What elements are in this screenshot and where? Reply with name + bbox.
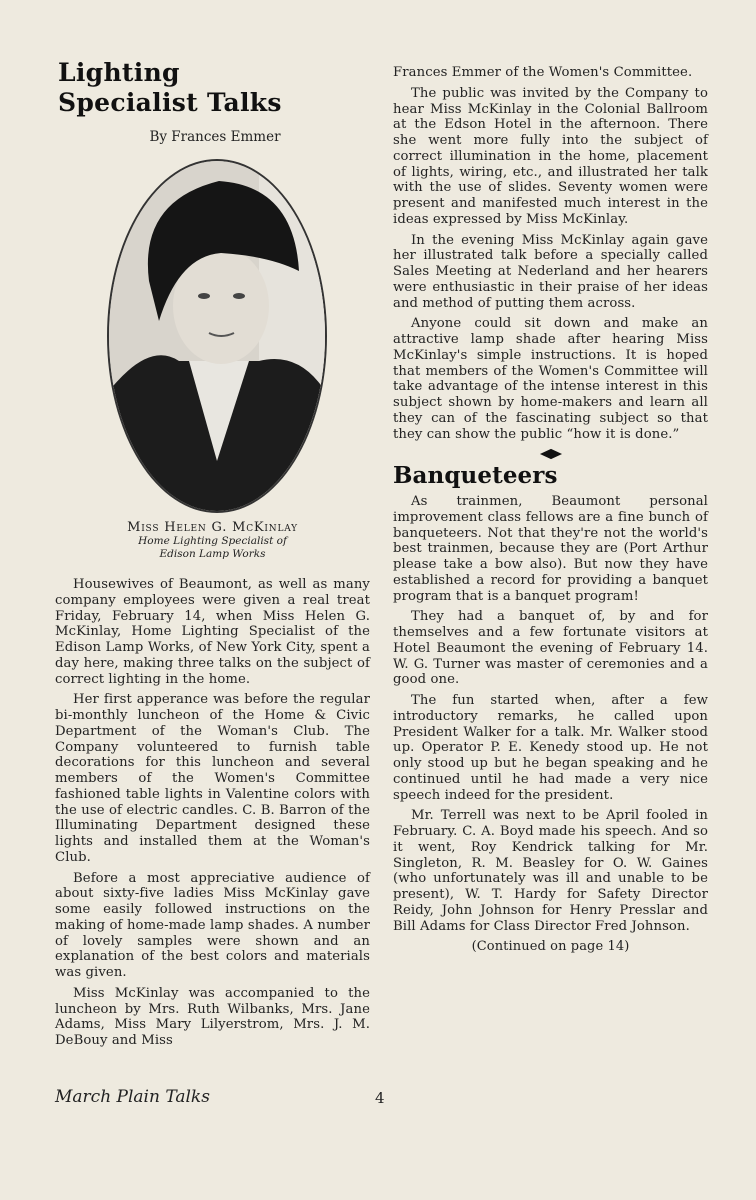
left-column <box>55 577 370 1054</box>
paragraph: The fun started when, after a few introductory remarks, he called upon President Walker for a talk. Mr. Walker stood up. Operator P. E. Kenedy stood up. He not only stood up but he began speaking and he continued until he had made a very nice speech indeed for the president. <box>393 693 708 803</box>
article-title-banqueteers: Banqueteers <box>393 462 558 490</box>
paragraph: In the evening Miss McKinlay again gave her illustrated talk before a specially called Sales Meeting at Nederland and her hearers were enthusiastic in their praise of her ideas and method of putting them across. <box>393 232 708 311</box>
continued-note: (Continued on page 14) <box>471 939 630 955</box>
paragraph: Her first apperance was before the regular bi-monthly luncheon of the Home & Civic Department of the Woman's Club. The Company volunteered to furnish table decorations for this luncheon and several members of the Women's Committee fashioned table lights in Valentine colors with the use of electric candles. C. B. Barron of the Illuminating Department designed these lights and installed them at the Woman's Club. <box>55 692 370 865</box>
paragraph: The public was invited by the Company to hear Miss McKinlay in the Colonial Ballroom at the Edson Hotel in the afternoon. There she went more fully into the subject of correct illumination in the home, placement of lights, wiring, etc., and illustrated her talk with the use of slides. Seventy women were present and manifested much interest in the ideas expressed by Miss McKinlay. <box>393 85 708 227</box>
page-number: 4 <box>375 1089 385 1107</box>
paragraph: As trainmen, Beaumont personal improvement class fellows are a fine bunch of banqueteers. Not that they're not the world's best trainmen, because they are (Port Arthur please take a bow also). But now they have established a record for providing a banquet program that is a banquet program! <box>393 494 708 604</box>
paragraph: Miss McKinlay was accompanied to the luncheon by Mrs. Ruth Wilbanks, Mrs. Jane Adams, Miss Mary Lilyerstrom, Mrs. J. M. DeBouy and Miss <box>55 985 370 1048</box>
diamond-divider-icon <box>539 449 561 459</box>
article-title <box>58 58 282 118</box>
paragraph: Mr. Terrell was next to be April fooled in February. C. A. Boyd made his speech. And so it went, Roy Kendrick talking for Mr. Singleton, R. M. Beasley for O. W. Gaines (who unfortunately was ill and unable to be present), W. T. Hardy for Safety Director Reidy, John Johnson for Henry Presslar and Bill Adams for Class Director Fred Johnson. <box>393 808 708 934</box>
paragraph: They had a banquet of, by and for themselves and a few fortunate visitors at Hotel Beaumont the evening of February 14. W. G. Turner was master of ceremonies and a good one. <box>393 609 708 688</box>
title-line: Specialist Talks <box>58 88 282 117</box>
photo-caption <box>55 520 370 561</box>
right-column <box>393 65 708 955</box>
paragraph: Anyone could sit down and make an attractive lamp shade after hearing Miss McKinlay's simple instructions. It is hoped that members of the Women's Committee will take advantage of the intense interest in this subject shown by home-makers and learn all they can of the fascinating subject so that they can show the public “how it is done.” <box>393 316 708 442</box>
paragraph: Before a most appreciative audience of about sixty-five ladies Miss McKinlay gave some easily followed instructions on the making of home-made lamp shades. A number of lovely samples were shown and an explanation of the best colors and materials was given. <box>55 870 370 980</box>
publication-name: March Plain Talks <box>55 1087 210 1107</box>
caption-name: Miss Helen G. McKinlay <box>127 520 298 535</box>
paragraph: Housewives of Beaumont, as well as many company employees were given a real treat Friday, February 14, when Miss Helen G. McKinlay, Home Lighting Specialist of the Edison Lamp Works, of New York City, spent a day here, making three talks on the subject of correct lighting in the home. <box>55 577 370 687</box>
caption-role: Edison Lamp Works <box>159 548 266 560</box>
paragraph: Frances Emmer of the Women's Committee. <box>393 65 693 80</box>
title-line: Lighting <box>58 58 180 87</box>
byline: By Frances Emmer <box>149 129 281 145</box>
caption-role: Home Lighting Specialist of <box>138 535 287 547</box>
portrait-photo <box>107 159 327 513</box>
